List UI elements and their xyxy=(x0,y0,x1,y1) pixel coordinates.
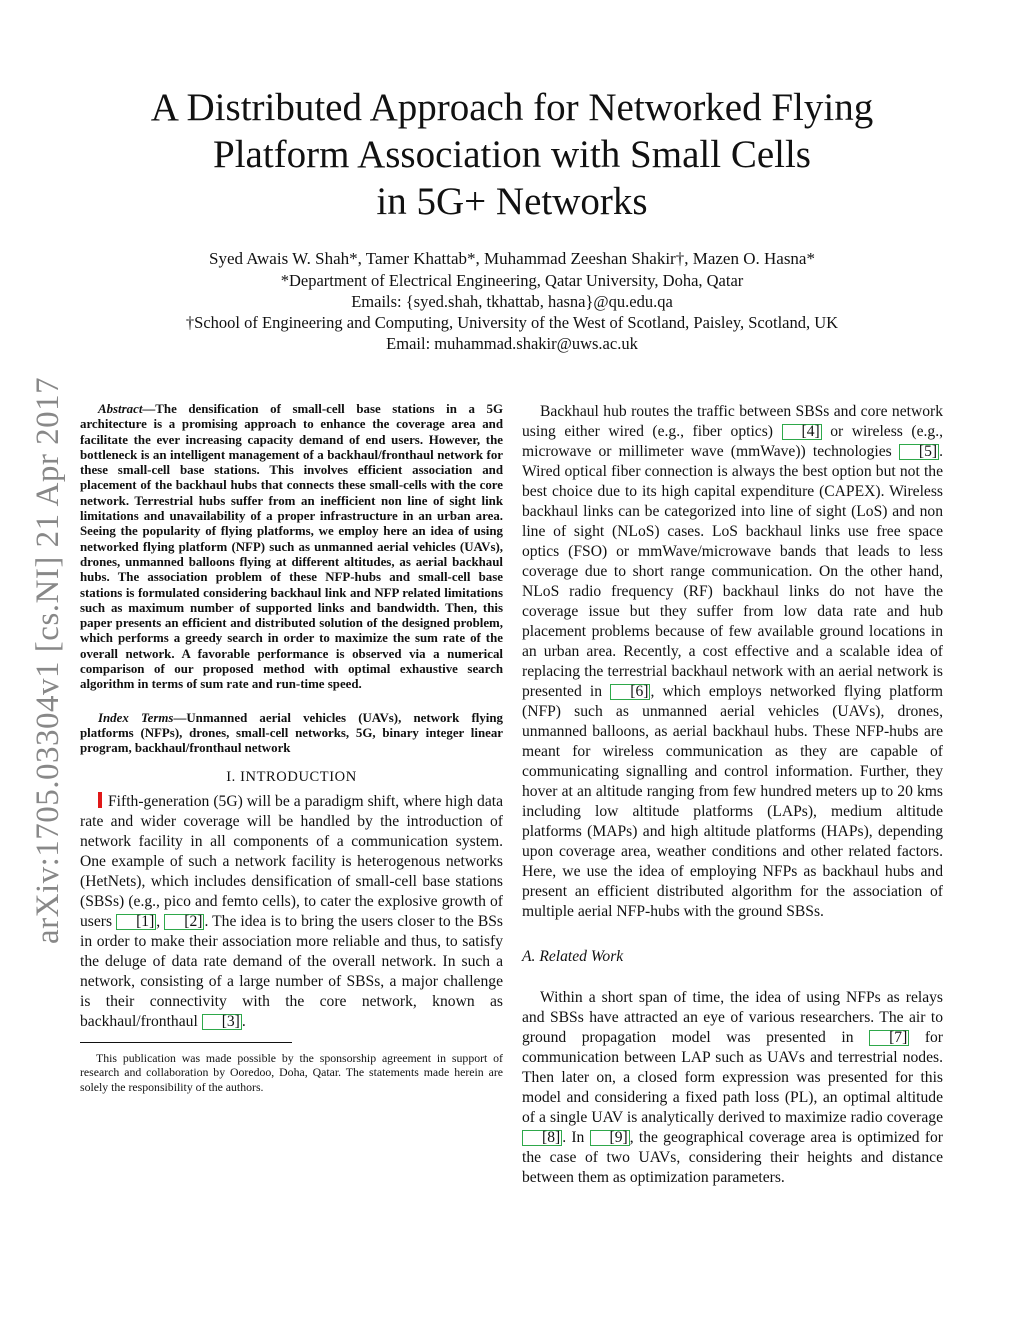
right-column xyxy=(522,402,943,1188)
edit-marker-icon xyxy=(98,792,102,808)
citation-link[interactable]: [3] xyxy=(202,1014,242,1030)
citation-link[interactable]: [5] xyxy=(899,444,939,460)
affiliation-qatar: *Department of Electrical Engineering, Qatar University, Doha, Qatar xyxy=(280,271,744,290)
backhaul-paragraph xyxy=(522,402,943,922)
section-heading-introduction: I. INTRODUCTION xyxy=(226,768,357,785)
author-block xyxy=(60,248,964,354)
backhaul-text-d: , which employs networked flying platform (NFP) such as unmanned aerial vehicles (UAVs), drones, unmanned balloons, as aerial backhaul hubs. These NFP-hubs are meant for wireless communication as they are capable of communicating signalling and control information. Further, they hover at an altitude ranging from few hundred meters up to 20 kms including low altitude platforms (LAPs), medium altitude platforms (MAPs) and high altitude platforms (HAPs), depending upon coverage area, weather conditions and other related factors. Here, we use the idea of employing NFPs as backhaul hubs and present an efficient distributed algorithm for the association of multiple aerial NFP-hubs with the ground SBSs. xyxy=(522,683,943,920)
title-line: in 5G+ Networks xyxy=(376,180,648,223)
related-text-b: for communication between LAP such as UAVs and terrestrial nodes. Then later on, a closed form expression was presented for this model and considering a fixed path loss (PL), an optimal altitude of a single UAV is analytically derived to maximize radio coverage xyxy=(522,1029,943,1126)
intro-text-b: . The idea is to bring the users closer to the BSs in order to make their association more reliable and thus, to satisfy the deluge of data rate demand of the overall network. In such a network, consisting of a large number of SBSs, a major challenge is their connectivity with the core network, known as backhaul/fronthaul xyxy=(80,912,503,1030)
citation-link[interactable]: [8] xyxy=(522,1130,562,1146)
citation-link[interactable]: [1] xyxy=(116,914,156,930)
related-text-a: Within a short span of time, the idea of using NFPs as relays and SBSs have attracted an eye of various researchers. The air to ground propagation model was presented in xyxy=(522,989,943,1046)
citation-link[interactable]: [9] xyxy=(590,1130,630,1146)
abstract-label: Abstract xyxy=(98,402,143,416)
abstract xyxy=(80,402,503,693)
backhaul-text-b: or wireless (e.g., microwave or millimeter wave (mmWave)) technologies xyxy=(522,423,944,460)
intro-text-c: . xyxy=(241,1012,246,1030)
backhaul-text-a: Backhaul hub routes the traffic between SBSs and core network using either wired (e.g., fiber optics) xyxy=(522,403,943,440)
left-column xyxy=(80,402,503,1094)
author-names: Syed Awais W. Shah*, Tamer Khattab*, Muhammad Zeeshan Shakir†, Mazen O. Hasna* xyxy=(209,249,815,268)
related-work-paragraph xyxy=(522,988,943,1188)
subsection-heading-related-work: A. Related Work xyxy=(522,948,624,965)
citation-separator: , xyxy=(156,912,165,930)
intro-text-a: Fifth-generation (5G) will be a paradigm shift, where high data rate and wider coverage will be handled by the introduction of network facility in all components of a communication system. One example of such a network facility is heterogenous networks (HetNets), which includes densification of small-cell base stations (SBSs) (e.g., pico and femto cells), to cater the explosive growth of users xyxy=(80,792,503,930)
title-line: A Distributed Approach for Networked Flying xyxy=(150,86,874,129)
intro-paragraph xyxy=(80,792,503,1032)
related-text-c: . In xyxy=(562,1129,590,1146)
affiliation-uws: †School of Engineering and Computing, University of the West of Scotland, Paisley, Scotland, UK xyxy=(185,313,839,332)
email-uws: Email: muhammad.shakir@uws.ac.uk xyxy=(386,334,638,353)
citation-link[interactable]: [7] xyxy=(869,1030,909,1046)
emails-qatar: Emails: {syed.shah, tkhattab, hasna}@qu.edu.qa xyxy=(351,292,673,311)
footnote-divider xyxy=(80,1042,292,1043)
citation-link[interactable]: [6] xyxy=(610,684,650,700)
paper-title xyxy=(80,84,944,225)
related-text-d: , the geographical coverage area is optimized for the case of two UAVs, considering their heights and distance between them as optimization parameters. xyxy=(522,1129,944,1186)
arxiv-stamp: arXiv:1705.03304v1 [cs.NI] 21 Apr 2017 xyxy=(30,376,66,944)
backhaul-text-c: . Wired optical fiber connection is always the best option but not the best choice due to its high capital expenditure (CAPEX). Wireless backhaul links can be categorized into line of sight (LoS) and non line of sight (NLoS) cases. LoS backhaul links use free space optics (FSO) or mmWave/microwave bands that leads to less coverage due to short range communication. On the other hand, NLoS radio frequency (RF) backhaul links do not have the coverage issue but they suffer from low data rate and hub placement problems because of few available ground locations in an urban area. Recently, a cost effective and a scalable idea of replacing the terrestrial backhaul network with an aerial network is presented in xyxy=(522,443,943,700)
citation-link[interactable]: [4] xyxy=(782,424,822,440)
abstract-text: —The densification of small-cell base stations in a 5G architecture is a promising approach to enhance the coverage area and facilitate the ever increasing capacity demand of end users. However, the bottleneck is an intelligent management of a backhaul/fronthaul network for these small-cell base stations. This involves efficient association and placement of the backhaul hubs that connects these small-cells with the core network. Terrestrial hubs suffer from an inefficient non line of sight link limitations and unavailability of a proper infrastructure in an urban area. Seeing the popularity of flying platforms, we employ here an idea of using networked flying platform (NFP) such as unmanned aerial vehicles (UAVs), drones, unmanned balloons flying at different altitudes, as aerial backhaul hubs. The association problem of these NFP-hubs and small-cell base stations is formulated considering backhaul link and NFP related limitations such as maximum number of supported links and bandwidth. Then, this paper presents an efficient and distributed solution of the designed problem, which performs a greedy search in order to maximize the sum rate of the overall network. A favorable performance is observed via a numerical comparison of our proposed method with optimal exhaustive search algorithm in terms of sum rate and run-time speed. xyxy=(80,402,503,692)
index-terms xyxy=(80,711,503,757)
index-terms-text: —Unmanned aerial vehicles (UAVs), network flying platforms (NFPs), drones, small-cell networks, 5G, binary integer linear program, backhaul/fronthaul network xyxy=(80,710,503,756)
title-line: Platform Association with Small Cells xyxy=(213,133,811,176)
citation-link[interactable]: [2] xyxy=(164,914,204,930)
footnote: This publication was made possible by the sponsorship agreement in support of research and collaboration by Ooredoo, Doha, Qatar. The statements made herein are solely the responsibility of the authors. xyxy=(80,1050,503,1094)
index-terms-label: Index Terms xyxy=(98,710,174,725)
